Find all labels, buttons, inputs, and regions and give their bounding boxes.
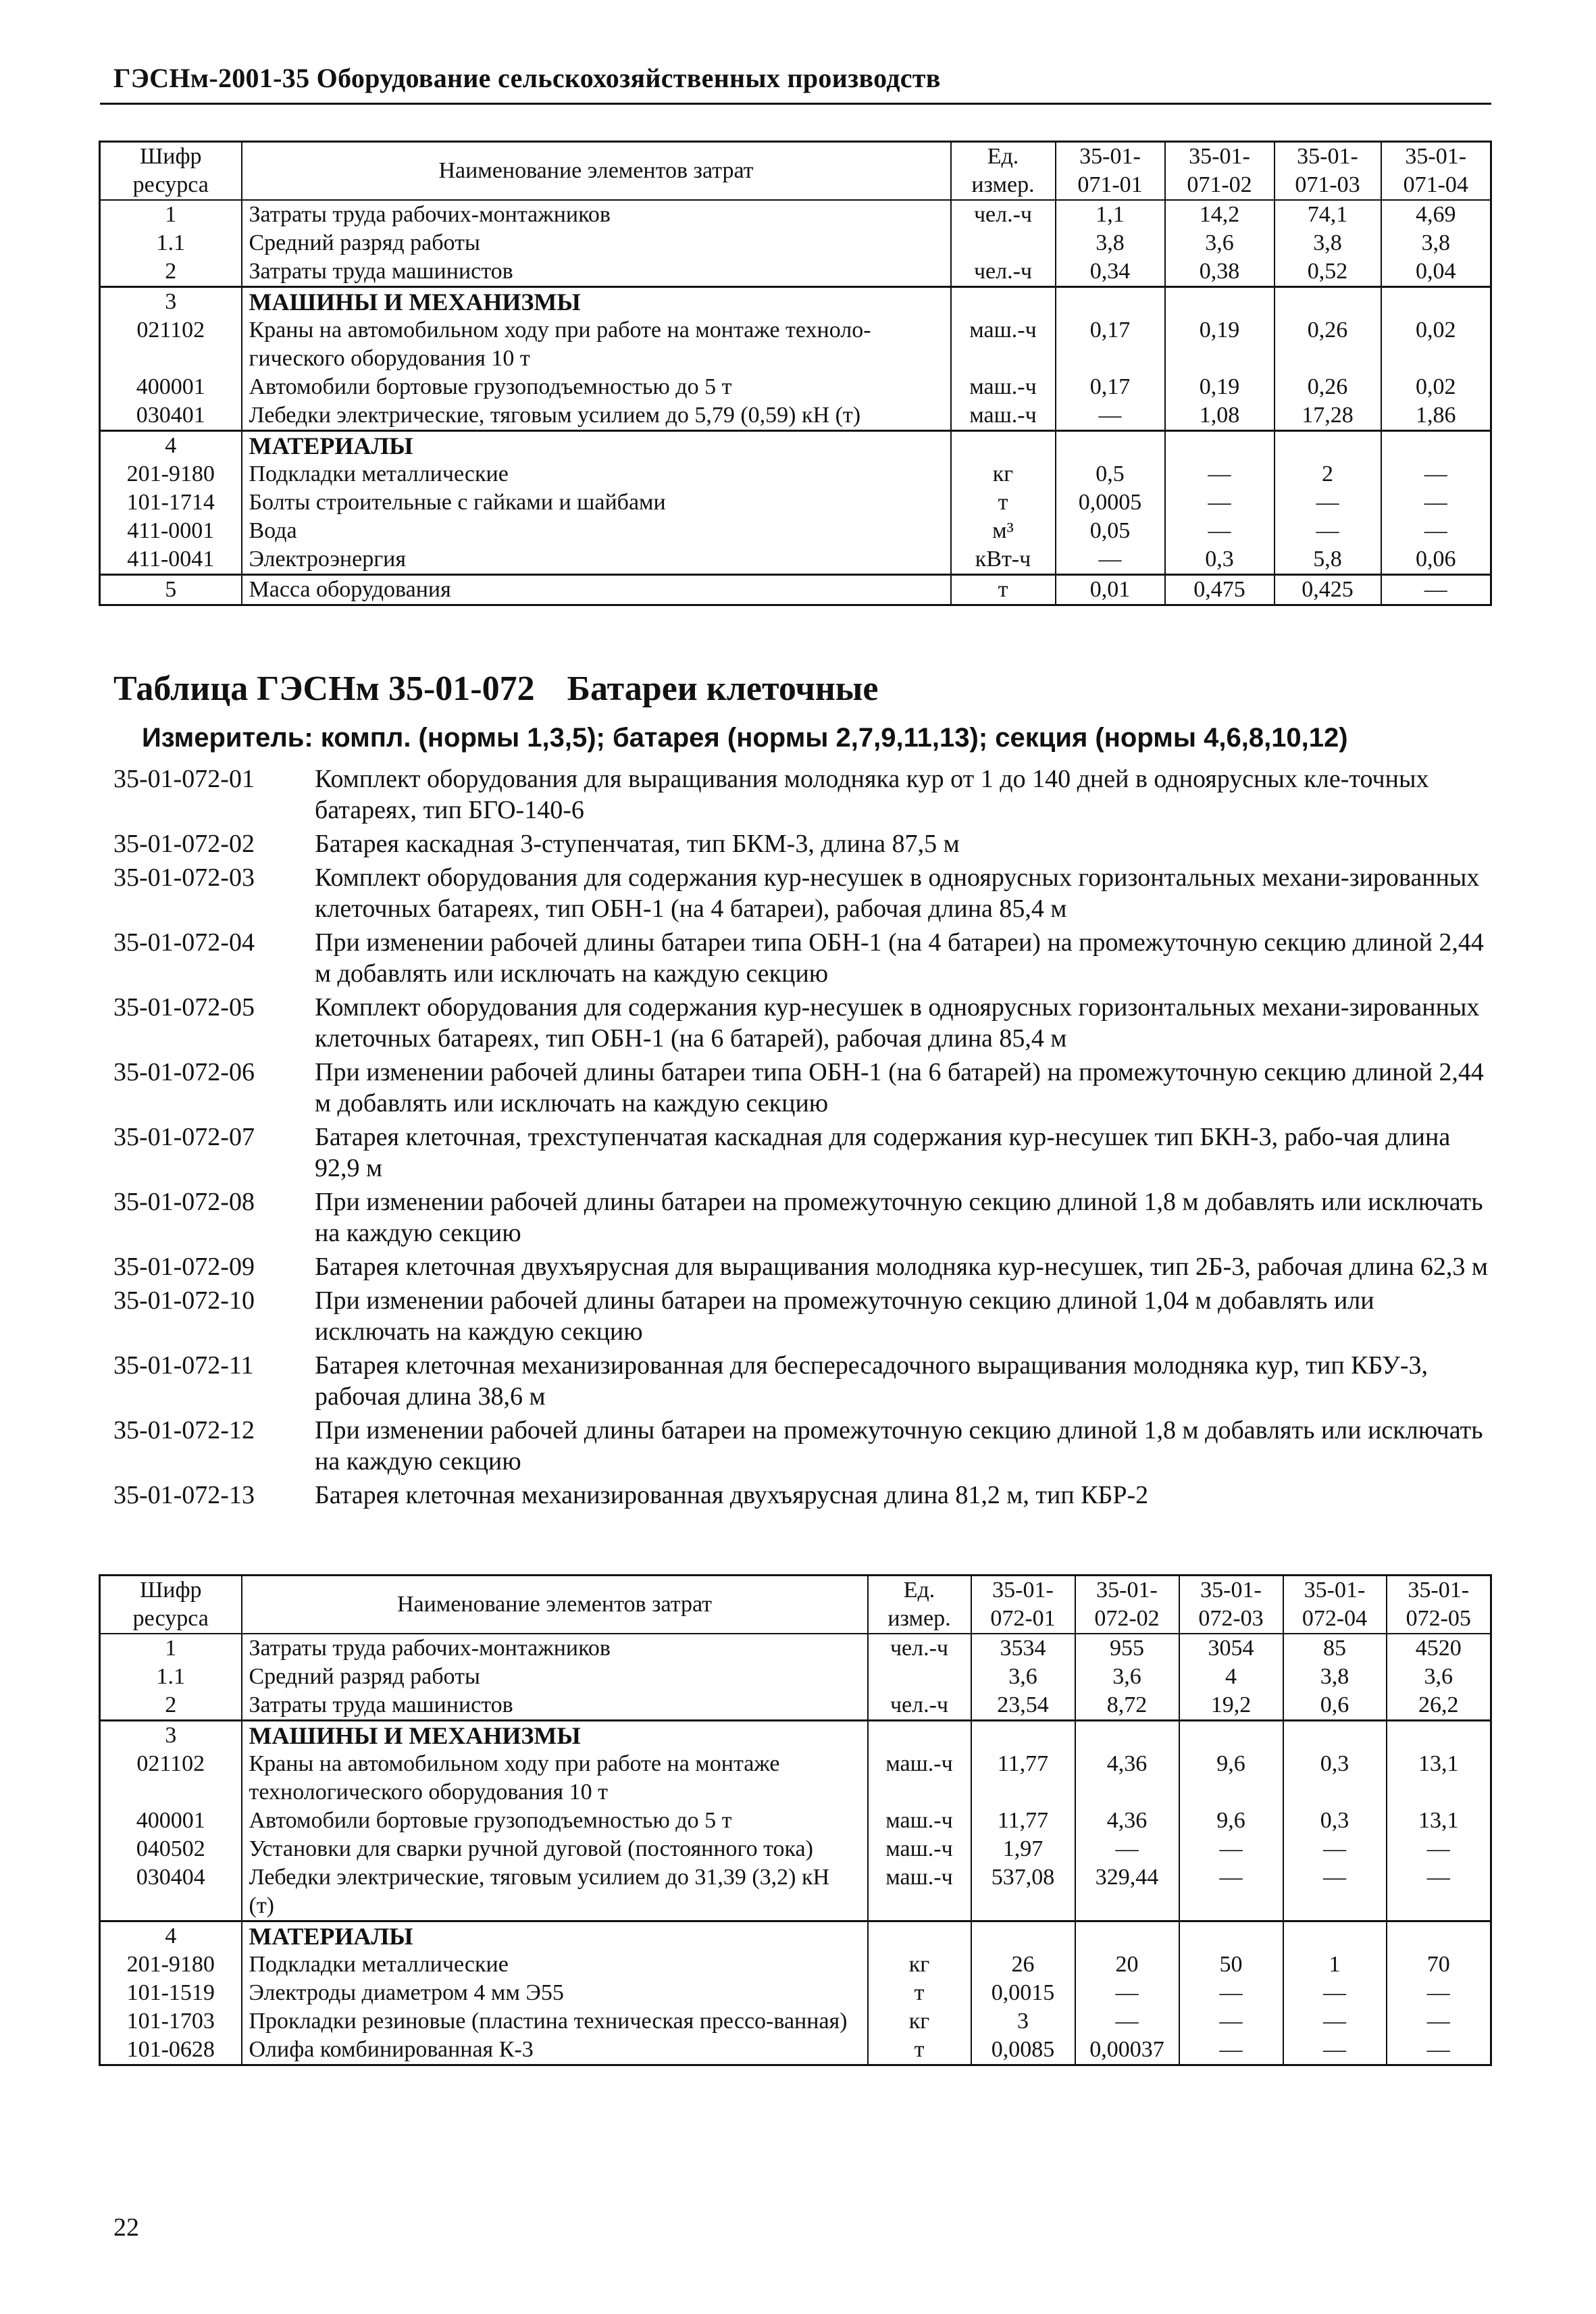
table-title-code: Таблица ГЭСНм 35-01-072 xyxy=(113,670,535,708)
resource-name: Олифа комбинированная К-3 xyxy=(242,2036,868,2065)
table-row xyxy=(100,1721,1491,1751)
norm-value: 0,26 xyxy=(1275,316,1381,373)
header-col: 35-01-071-01 xyxy=(1056,142,1165,201)
table-row xyxy=(100,1979,1491,2007)
resource-unit xyxy=(868,1663,971,1691)
norm-item xyxy=(113,992,1491,1054)
resource-code: 1 xyxy=(100,200,242,229)
table-row xyxy=(100,373,1491,401)
norm-value: 3054 xyxy=(1179,1634,1283,1663)
norm-value xyxy=(1275,431,1381,461)
norm-value: — xyxy=(1283,1979,1387,2007)
norm-value: 4,36 xyxy=(1075,1807,1179,1835)
norm-value: 0,17 xyxy=(1056,373,1165,401)
page-header: ГЭСНм-2001-35 Оборудование сельскохозяйственных производств xyxy=(113,63,941,93)
norm-value xyxy=(1165,287,1275,317)
resource-code: 040502 xyxy=(100,1835,242,1863)
norm-value: 0,52 xyxy=(1275,257,1381,287)
norm-value: — xyxy=(1275,488,1381,517)
norm-value: 3,6 xyxy=(1075,1663,1179,1691)
norm-code: 35-01-072-13 xyxy=(113,1481,255,1509)
norm-value: 13,1 xyxy=(1387,1807,1491,1835)
resource-name: Затраты труда машинистов xyxy=(242,1691,868,1721)
resource-name: Болты строительные с гайками и шайбами xyxy=(242,488,951,517)
resource-code: 400001 xyxy=(100,1807,242,1835)
table-row xyxy=(100,2036,1491,2065)
norm-value: — xyxy=(1283,1863,1387,1921)
table-row xyxy=(100,1807,1491,1835)
norm-value: — xyxy=(1381,460,1491,488)
norm-value: 0,01 xyxy=(1056,575,1165,605)
norm-code: 35-01-072-05 xyxy=(113,993,255,1022)
norm-value xyxy=(1387,1721,1491,1751)
norm-value: — xyxy=(1179,1863,1283,1921)
norm-value: — xyxy=(1381,488,1491,517)
resource-unit: маш.-ч xyxy=(951,401,1056,431)
resource-unit: кг xyxy=(951,460,1056,488)
header-col: 35-01-072-03 xyxy=(1179,1576,1283,1634)
norm-text: Батарея клеточная механизированная для беспересадочного выращивания молодняка кур, тип КБУ-3, рабочая длина 38,6 м xyxy=(315,1351,1428,1411)
resource-name: Автомобили бортовые грузоподъемностью до 5 т xyxy=(242,373,951,401)
table-row xyxy=(100,1951,1491,1979)
norm-text: При изменении рабочей длины батареи типа ОБН-1 (на 6 батарей) на промежуточную секцию длиной 2,44 м добавлять или исключать на каждую секцию xyxy=(315,1058,1484,1117)
norm-value xyxy=(1179,1921,1283,1951)
norm-item xyxy=(113,1350,1491,1412)
norm-item xyxy=(113,1186,1491,1249)
resource-name: Автомобили бортовые грузоподъемностью до 5 т xyxy=(242,1807,868,1835)
norm-code: 35-01-072-08 xyxy=(113,1188,255,1216)
norm-item xyxy=(113,1251,1491,1282)
norm-value: 13,1 xyxy=(1387,1750,1491,1807)
norm-value: — xyxy=(1179,2036,1283,2065)
resource-name: Масса оборудования xyxy=(242,575,951,605)
norm-value: — xyxy=(1179,1835,1283,1863)
table-row xyxy=(100,200,1491,229)
table-row xyxy=(100,257,1491,287)
resource-unit: маш.-ч xyxy=(868,1750,971,1807)
norm-value: 0,19 xyxy=(1165,316,1275,373)
norm-value xyxy=(1283,1721,1387,1751)
resource-code: 4 xyxy=(100,431,242,461)
norm-value xyxy=(971,1921,1075,1951)
norm-value: 85 xyxy=(1283,1634,1387,1663)
norm-value: 9,6 xyxy=(1179,1807,1283,1835)
resource-code: 5 xyxy=(100,575,242,605)
norm-value: 0,06 xyxy=(1381,545,1491,575)
norm-value: — xyxy=(1075,1835,1179,1863)
norm-value: 0,02 xyxy=(1381,316,1491,373)
table-title xyxy=(113,669,878,709)
norm-item xyxy=(113,828,1491,859)
norm-value xyxy=(1165,431,1275,461)
norm-value xyxy=(1075,1721,1179,1751)
norm-value xyxy=(1075,1921,1179,1951)
table-row xyxy=(100,1921,1491,1951)
table-title-name: Батареи клеточные xyxy=(567,670,879,708)
resource-code: 411-0041 xyxy=(100,545,242,575)
norm-value xyxy=(971,1721,1075,1751)
norm-item xyxy=(113,763,1491,826)
resource-name: Подкладки металлические xyxy=(242,460,951,488)
table-row xyxy=(100,460,1491,488)
resource-name: Краны на автомобильном ходу при работе на монтаже техноло-гического оборудования 10 т xyxy=(242,316,951,373)
norm-value: — xyxy=(1387,2036,1491,2065)
resource-code: 101-1703 xyxy=(100,2007,242,2036)
table-row xyxy=(100,1691,1491,1721)
norm-value: 11,77 xyxy=(971,1750,1075,1807)
norm-value: 4520 xyxy=(1387,1634,1491,1663)
resource-unit: чел.-ч xyxy=(868,1691,971,1721)
norm-code: 35-01-072-10 xyxy=(113,1286,255,1315)
norm-item xyxy=(113,1480,1491,1511)
norm-value: 20 xyxy=(1075,1951,1179,1979)
resource-unit: кг xyxy=(868,2007,971,2036)
resource-unit xyxy=(951,287,1056,317)
norm-value: 0,0085 xyxy=(971,2036,1075,2065)
resource-unit: маш.-ч xyxy=(868,1835,971,1863)
norm-value: 1,1 xyxy=(1056,200,1165,229)
norm-item xyxy=(113,862,1491,924)
norm-value: 0,34 xyxy=(1056,257,1165,287)
norm-value: — xyxy=(1387,2007,1491,2036)
resource-name: Лебедки электрические, тяговым усилием до 31,39 (3,2) кН (т) xyxy=(242,1863,868,1921)
norm-value: 17,28 xyxy=(1275,401,1381,431)
norm-value: 8,72 xyxy=(1075,1691,1179,1721)
norm-value: — xyxy=(1075,1979,1179,2007)
resource-code: 021102 xyxy=(100,1750,242,1807)
norm-code: 35-01-072-02 xyxy=(113,830,255,858)
resource-name: Электроды диаметром 4 мм Э55 xyxy=(242,1979,868,2007)
table-row xyxy=(100,431,1491,461)
norm-value: — xyxy=(1056,545,1165,575)
norm-value: 50 xyxy=(1179,1951,1283,1979)
resource-name: Затраты труда машинистов xyxy=(242,257,951,287)
norm-value: 3,8 xyxy=(1275,229,1381,257)
norm-text: При изменении рабочей длины батареи на промежуточную секцию длиной 1,8 м добавлять или исключать на каждую секцию xyxy=(315,1188,1483,1247)
norm-value: 19,2 xyxy=(1179,1691,1283,1721)
norm-value xyxy=(1275,287,1381,317)
resource-code: 2 xyxy=(100,257,242,287)
resource-unit: маш.-ч xyxy=(951,373,1056,401)
norm-value: 26,2 xyxy=(1387,1691,1491,1721)
norm-value xyxy=(1056,287,1165,317)
header-rule xyxy=(100,103,1491,105)
norm-value: 0,05 xyxy=(1056,517,1165,545)
norm-value: — xyxy=(1283,2007,1387,2036)
norm-code: 35-01-072-12 xyxy=(113,1416,255,1444)
table-row xyxy=(100,1835,1491,1863)
norm-code: 35-01-072-07 xyxy=(113,1123,255,1151)
table-body xyxy=(100,200,1491,605)
norm-value: 2 xyxy=(1275,460,1381,488)
norm-value: 0,04 xyxy=(1381,257,1491,287)
norm-value: 11,77 xyxy=(971,1807,1075,1835)
table-row xyxy=(100,575,1491,605)
norm-value: 3,6 xyxy=(1387,1663,1491,1691)
norm-value: 0,02 xyxy=(1381,373,1491,401)
norm-item xyxy=(113,927,1491,989)
table-row xyxy=(100,488,1491,517)
norm-text: Комплект оборудования для содержания кур-несушек в одноярусных горизонтальных механи-зированных клеточных батареях, тип ОБН-1 (на 4 батареи), рабочая длина 85,4 м xyxy=(315,863,1480,923)
header-col: 35-01-071-03 xyxy=(1275,142,1381,201)
resource-name: Электроэнергия xyxy=(242,545,951,575)
norm-value xyxy=(1381,287,1491,317)
resource-code: 201-9180 xyxy=(100,460,242,488)
norm-value: — xyxy=(1381,575,1491,605)
norm-value: 0,0015 xyxy=(971,1979,1075,2007)
norm-value: 1,08 xyxy=(1165,401,1275,431)
norm-value: 3,8 xyxy=(1283,1663,1387,1691)
norm-value: 23,54 xyxy=(971,1691,1075,1721)
resource-name: Средний разряд работы xyxy=(242,229,951,257)
norm-text: При изменении рабочей длины батареи типа ОБН-1 (на 4 батареи) на промежуточную секцию длиной 2,44 м добавлять или исключать на каждую секцию xyxy=(315,928,1484,988)
norm-value: — xyxy=(1165,517,1275,545)
header-unit: Ед. измер. xyxy=(868,1576,971,1634)
resource-code: 1 xyxy=(100,1634,242,1663)
norm-value xyxy=(1387,1921,1491,1951)
resource-table-072 xyxy=(99,1574,1492,2066)
norm-value: 9,6 xyxy=(1179,1750,1283,1807)
resource-code: 411-0001 xyxy=(100,517,242,545)
table-row xyxy=(100,1863,1491,1921)
resource-unit: кВт-ч xyxy=(951,545,1056,575)
table-row xyxy=(100,517,1491,545)
norm-value xyxy=(1056,431,1165,461)
norm-value xyxy=(1179,1721,1283,1751)
table-row xyxy=(100,401,1491,431)
norm-item xyxy=(113,1285,1491,1347)
norm-value: 3,8 xyxy=(1056,229,1165,257)
resource-name: Прокладки резиновые (пластина техническая прессо-ванная) xyxy=(242,2007,868,2036)
norm-value: 3,6 xyxy=(971,1663,1075,1691)
norm-value: 329,44 xyxy=(1075,1863,1179,1921)
norm-value: — xyxy=(1165,488,1275,517)
norm-text: Комплект оборудования для выращивания молодняка кур от 1 до 140 дней в одноярусных кле-точных батареях, тип БГО-140-6 xyxy=(315,765,1429,824)
norm-value: — xyxy=(1075,2007,1179,2036)
norm-code: 35-01-072-03 xyxy=(113,863,255,892)
norm-value: 4,69 xyxy=(1381,200,1491,229)
resource-name: Подкладки металлические xyxy=(242,1951,868,1979)
resource-unit: т xyxy=(868,2036,971,2065)
norm-item xyxy=(113,1057,1491,1119)
resource-unit: т xyxy=(868,1979,971,2007)
resource-name: Средний разряд работы xyxy=(242,1663,868,1691)
norm-value: 0,425 xyxy=(1275,575,1381,605)
norm-code: 35-01-072-04 xyxy=(113,928,255,957)
resource-unit: м³ xyxy=(951,517,1056,545)
norm-value: 0,3 xyxy=(1283,1750,1387,1807)
norm-value: — xyxy=(1179,2007,1283,2036)
norm-value: — xyxy=(1387,1979,1491,2007)
resource-code: 030401 xyxy=(100,401,242,431)
resource-name: Вода xyxy=(242,517,951,545)
resource-code: 101-0628 xyxy=(100,2036,242,2065)
resource-name: Установки для сварки ручной дуговой (постоянного тока) xyxy=(242,1835,868,1863)
norm-text: При изменении рабочей длины батареи на промежуточную секцию длиной 1,04 м добавлять или исключать на каждую секцию xyxy=(315,1286,1374,1346)
resource-code: 101-1519 xyxy=(100,1979,242,2007)
resource-name: Затраты труда рабочих-монтажников xyxy=(242,200,951,229)
resource-name: Лебедки электрические, тяговым усилием до 5,79 (0,59) кН (т) xyxy=(242,401,951,431)
norm-value: — xyxy=(1283,2036,1387,2065)
norm-text: Батарея клеточная механизированная двухъярусная длина 81,2 м, тип КБР-2 xyxy=(315,1481,1149,1509)
norm-code: 35-01-072-09 xyxy=(113,1253,255,1281)
header-col: 35-01-072-01 xyxy=(971,1576,1075,1634)
norm-item xyxy=(113,1415,1491,1477)
norm-value: 0,475 xyxy=(1165,575,1275,605)
norm-value: — xyxy=(1165,460,1275,488)
norm-value: 537,08 xyxy=(971,1863,1075,1921)
norm-code: 35-01-072-11 xyxy=(113,1351,254,1380)
table-body xyxy=(100,1634,1491,2065)
header-unit: Ед. измер. xyxy=(951,142,1056,201)
norms-list xyxy=(113,763,1491,1513)
resource-unit: чел.-ч xyxy=(951,257,1056,287)
header-col: 35-01-071-04 xyxy=(1381,142,1491,201)
resource-unit: маш.-ч xyxy=(868,1863,971,1921)
norm-value: 0,0005 xyxy=(1056,488,1165,517)
table-row xyxy=(100,316,1491,373)
resource-name: МАШИНЫ И МЕХАНИЗМЫ xyxy=(242,287,951,317)
norm-value xyxy=(1381,431,1491,461)
resource-name: МАТЕРИАЛЫ xyxy=(242,431,951,461)
header-name: Наименование элементов затрат xyxy=(242,1576,868,1634)
resource-table-071 xyxy=(99,141,1492,606)
table-header-row xyxy=(100,142,1491,201)
resource-code: 1.1 xyxy=(100,229,242,257)
norm-value: 4 xyxy=(1179,1663,1283,1691)
norm-value: — xyxy=(1283,1835,1387,1863)
resource-unit xyxy=(868,1721,971,1751)
norm-value: 4,36 xyxy=(1075,1750,1179,1807)
norm-value: 70 xyxy=(1387,1951,1491,1979)
resource-code: 030404 xyxy=(100,1863,242,1921)
resource-code: 1.1 xyxy=(100,1663,242,1691)
norm-value: 1,97 xyxy=(971,1835,1075,1863)
norm-value: 0,17 xyxy=(1056,316,1165,373)
norm-value: — xyxy=(1387,1863,1491,1921)
norm-value: 5,8 xyxy=(1275,545,1381,575)
norm-value: — xyxy=(1387,1835,1491,1863)
norm-text: Батарея клеточная, трехступенчатая каскадная для содержания кур-несушек тип БКН-3, рабо-чая длина 92,9 м xyxy=(315,1123,1451,1182)
header-code: Шифр ресурса xyxy=(100,142,242,201)
norm-value: 0,6 xyxy=(1283,1691,1387,1721)
resource-code: 021102 xyxy=(100,316,242,373)
norm-value: 0,3 xyxy=(1283,1807,1387,1835)
header-name: Наименование элементов затрат xyxy=(242,142,951,201)
resource-code: 3 xyxy=(100,287,242,317)
resource-unit: т xyxy=(951,575,1056,605)
measure-line: Измеритель: компл. (нормы 1,3,5); батарея (нормы 2,7,9,11,13); секция (нормы 4,6,8,10,12) xyxy=(142,723,1348,753)
resource-unit: маш.-ч xyxy=(868,1807,971,1835)
norm-code: 35-01-072-06 xyxy=(113,1058,255,1086)
norm-value: — xyxy=(1179,1979,1283,2007)
resource-code: 2 xyxy=(100,1691,242,1721)
resource-unit: чел.-ч xyxy=(868,1634,971,1663)
norm-value: 3534 xyxy=(971,1634,1075,1663)
resource-unit xyxy=(868,1921,971,1951)
resource-name: МАТЕРИАЛЫ xyxy=(242,1921,868,1951)
page-number: 22 xyxy=(113,2213,139,2242)
norm-value: 0,26 xyxy=(1275,373,1381,401)
resource-unit: кг xyxy=(868,1951,971,1979)
resource-code: 400001 xyxy=(100,373,242,401)
header-code: Шифр ресурса xyxy=(100,1576,242,1634)
resource-code: 201-9180 xyxy=(100,1951,242,1979)
resource-unit xyxy=(951,431,1056,461)
table-row xyxy=(100,545,1491,575)
norm-text: При изменении рабочей длины батареи на промежуточную секцию длиной 1,8 м добавлять или исключать на каждую секцию xyxy=(315,1416,1483,1476)
table-row xyxy=(100,2007,1491,2036)
norm-value: 3 xyxy=(971,2007,1075,2036)
table-row xyxy=(100,1634,1491,1663)
norm-text: Батарея каскадная 3-ступенчатая, тип БКМ-3, длина 87,5 м xyxy=(315,830,960,858)
resource-code: 101-1714 xyxy=(100,488,242,517)
header-col: 35-01-071-02 xyxy=(1165,142,1275,201)
resource-name: Затраты труда рабочих-монтажников xyxy=(242,1634,868,1663)
resource-code: 4 xyxy=(100,1921,242,1951)
norm-value: 0,3 xyxy=(1165,545,1275,575)
norm-code: 35-01-072-01 xyxy=(113,765,255,793)
norm-value: 3,6 xyxy=(1165,229,1275,257)
table-row xyxy=(100,287,1491,317)
resource-name: Краны на автомобильном ходу при работе на монтаже технологического оборудования 10 т xyxy=(242,1750,868,1807)
norm-value: 0,00037 xyxy=(1075,2036,1179,2065)
norm-value: 955 xyxy=(1075,1634,1179,1663)
norm-value: 1 xyxy=(1283,1951,1387,1979)
resource-unit: маш.-ч xyxy=(951,316,1056,373)
table-header-row xyxy=(100,1576,1491,1634)
table-row xyxy=(100,1750,1491,1807)
resource-name: МАШИНЫ И МЕХАНИЗМЫ xyxy=(242,1721,868,1751)
norm-value: 14,2 xyxy=(1165,200,1275,229)
norm-text: Батарея клеточная двухъярусная для выращивания молодняка кур-несушек, тип 2Б-3, рабочая длина 62,3 м xyxy=(315,1253,1488,1281)
norm-value: — xyxy=(1275,517,1381,545)
norm-text: Комплект оборудования для содержания кур-несушек в одноярусных горизонтальных механи-зированных клеточных батареях, тип ОБН-1 (на 6 батарей), рабочая длина 85,4 м xyxy=(315,993,1480,1053)
norm-value: 0,5 xyxy=(1056,460,1165,488)
header-col: 35-01-072-05 xyxy=(1387,1576,1491,1634)
norm-value: 0,38 xyxy=(1165,257,1275,287)
norm-item xyxy=(113,1122,1491,1184)
header-col: 35-01-072-04 xyxy=(1283,1576,1387,1634)
norm-value: 3,8 xyxy=(1381,229,1491,257)
norm-value: 26 xyxy=(971,1951,1075,1979)
norm-value: 74,1 xyxy=(1275,200,1381,229)
norm-value: — xyxy=(1056,401,1165,431)
header-col: 35-01-072-02 xyxy=(1075,1576,1179,1634)
resource-code: 3 xyxy=(100,1721,242,1751)
resource-unit: чел.-ч xyxy=(951,200,1056,229)
norm-value: 0,19 xyxy=(1165,373,1275,401)
norm-value: — xyxy=(1381,517,1491,545)
resource-unit: т xyxy=(951,488,1056,517)
table-row xyxy=(100,229,1491,257)
table-row xyxy=(100,1663,1491,1691)
norm-value: 1,86 xyxy=(1381,401,1491,431)
norm-value xyxy=(1283,1921,1387,1951)
resource-unit xyxy=(951,229,1056,257)
